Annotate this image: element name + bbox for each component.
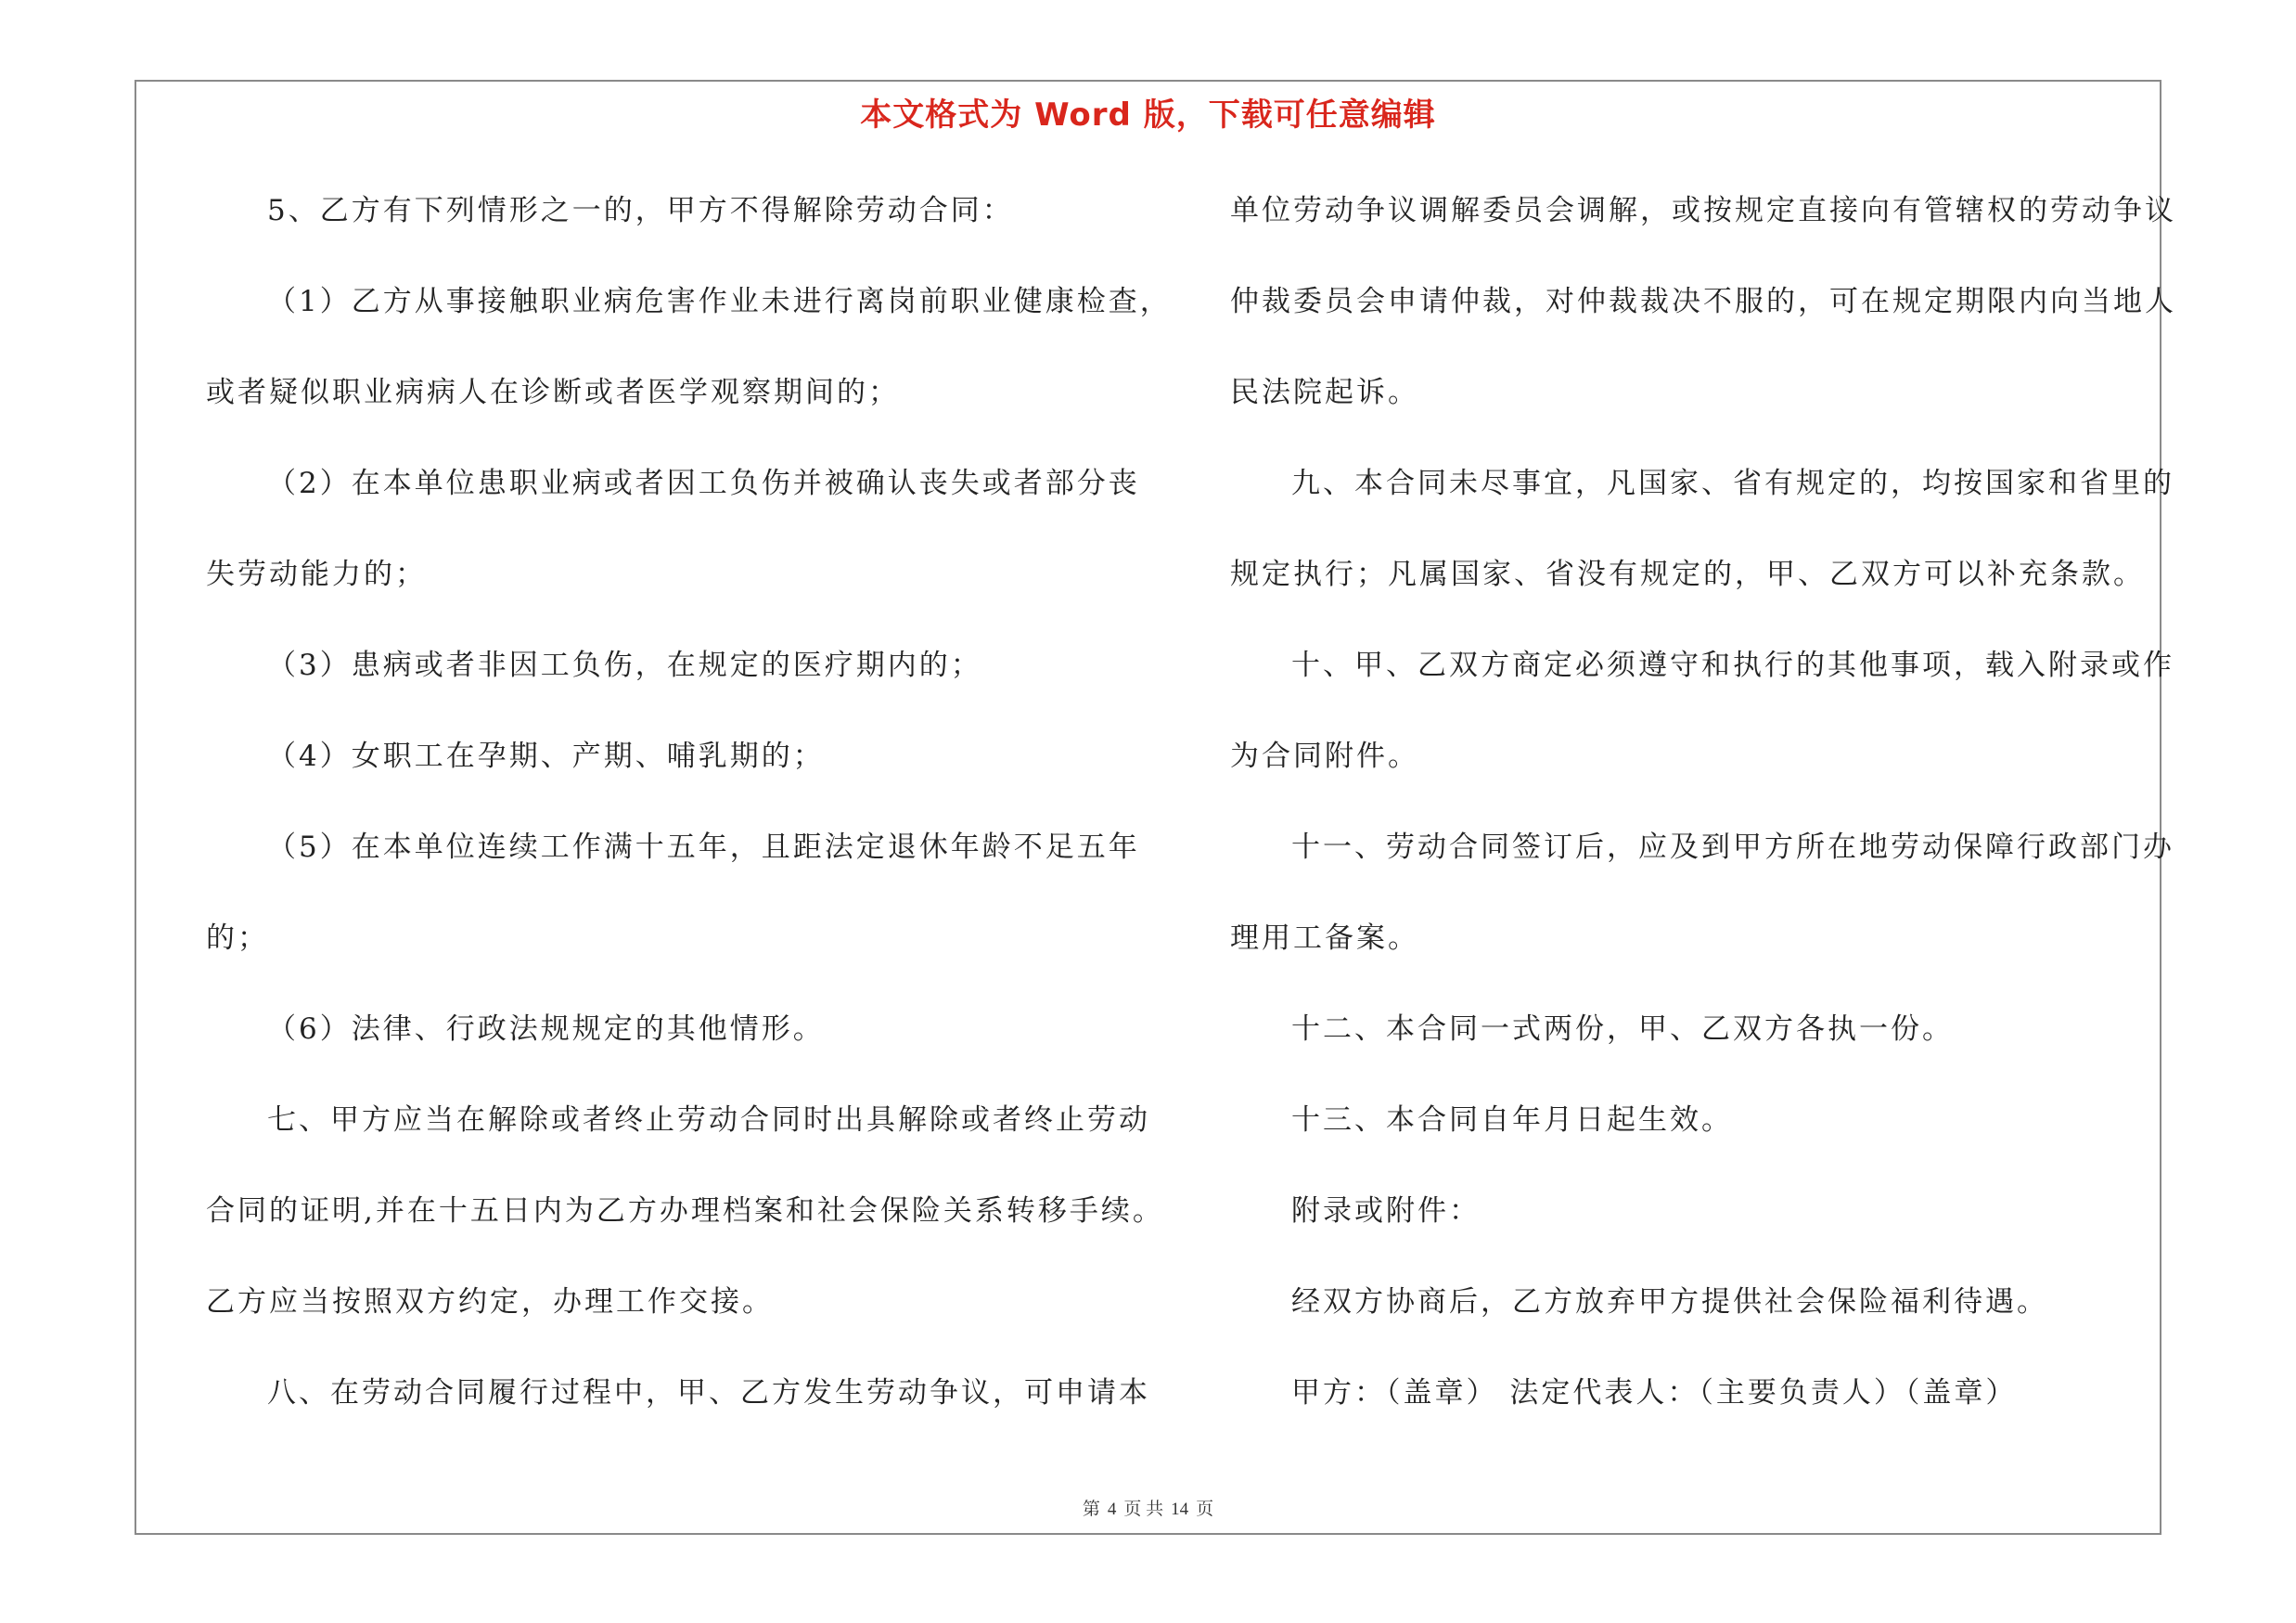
paragraph-line: 十一、劳动合同签订后，应及到甲方所在地劳动保障行政部门办 [1291, 831, 2174, 864]
paragraph-line: （1）乙方从事接触职业病危害作业未进行离岗前职业健康检查， [267, 285, 1172, 318]
word-format-banner: 本文格式为 Word 版，下载可任意编辑 [860, 97, 1436, 134]
paragraph-line: 八、在劳动合同履行过程中，甲、乙方发生劳动争议，可申请本 [267, 1376, 1150, 1410]
paragraph-line: 或者疑似职业病病人在诊断或者医学观察期间的； [206, 376, 900, 409]
footer-middle: 页 共 [1123, 1500, 1164, 1519]
left-column [206, 182, 1172, 1455]
paragraph-line: 为合同附件。 [1230, 740, 1419, 773]
paragraph-line: 乙方应当按照双方约定，办理工作交接。 [206, 1285, 774, 1319]
paragraph-line: 附录或附件： [1291, 1194, 1481, 1228]
paragraph-line: 经双方协商后，乙方放弃甲方提供社会保险福利待遇。 [1291, 1285, 2048, 1319]
right-column [1230, 182, 2176, 1455]
paragraph-line: 5、乙方有下列情形之一的，甲方不得解除劳动合同： [267, 194, 1014, 227]
paragraph-line: （3）患病或者非因工负伤，在规定的医疗期内的； [267, 649, 982, 682]
paragraph-line: 十、甲、乙双方商定必须遵守和执行的其他事项，载入附录或作 [1291, 649, 2174, 682]
paragraph-line: 仲裁委员会申请仲裁，对仲裁裁决不服的，可在规定期限内向当地人 [1230, 285, 2176, 318]
footer-total-pages: 14 [1171, 1500, 1189, 1519]
paragraph-line: （4）女职工在孕期、产期、哺乳期的； [267, 740, 825, 773]
footer-prefix: 第 [1082, 1500, 1100, 1519]
paragraph-line: 单位劳动争议调解委员会调解，或按规定直接向有管辖权的劳动争议 [1230, 194, 2176, 227]
paragraph-line: 十二、本合同一式两份，甲、乙双方各执一份。 [1291, 1012, 1954, 1046]
paragraph-line: 九、本合同未尽事宜，凡国家、省有规定的，均按国家和省里的 [1291, 467, 2174, 500]
paragraph-line: 规定执行；凡属国家、省没有规定的，甲、乙双方可以补充条款。 [1230, 558, 2145, 591]
paragraph-line: 七、甲方应当在解除或者终止劳动合同时出具解除或者终止劳动 [267, 1103, 1150, 1137]
paragraph-line: 合同的证明,并在十五日内为乙方办理档案和社会保险关系转移手续。 [206, 1194, 1164, 1228]
paragraph-line: 失劳动能力的； [206, 558, 427, 591]
paragraph-line: （6）法律、行政法规规定的其他情形。 [267, 1012, 825, 1046]
paragraph-line: 的； [206, 921, 269, 955]
footer-page-number: 4 [1107, 1500, 1117, 1519]
footer-suffix: 页 [1196, 1500, 1214, 1519]
paragraph-line: （2）在本单位患职业病或者因工负伤并被确认丧失或者部分丧 [267, 467, 1140, 500]
paragraph-line: 十三、本合同自年月日起生效。 [1291, 1103, 1733, 1137]
page-number-footer [0, 1495, 2296, 1520]
paragraph-line: 民法院起诉。 [1230, 376, 1419, 409]
paragraph-line: 甲方：（盖章） 法定代表人：（主要负责人）（盖章） [1291, 1376, 2018, 1410]
paragraph-line: （5）在本单位连续工作满十五年，且距法定退休年龄不足五年 [267, 831, 1140, 864]
paragraph-line: 理用工备案。 [1230, 921, 1419, 955]
